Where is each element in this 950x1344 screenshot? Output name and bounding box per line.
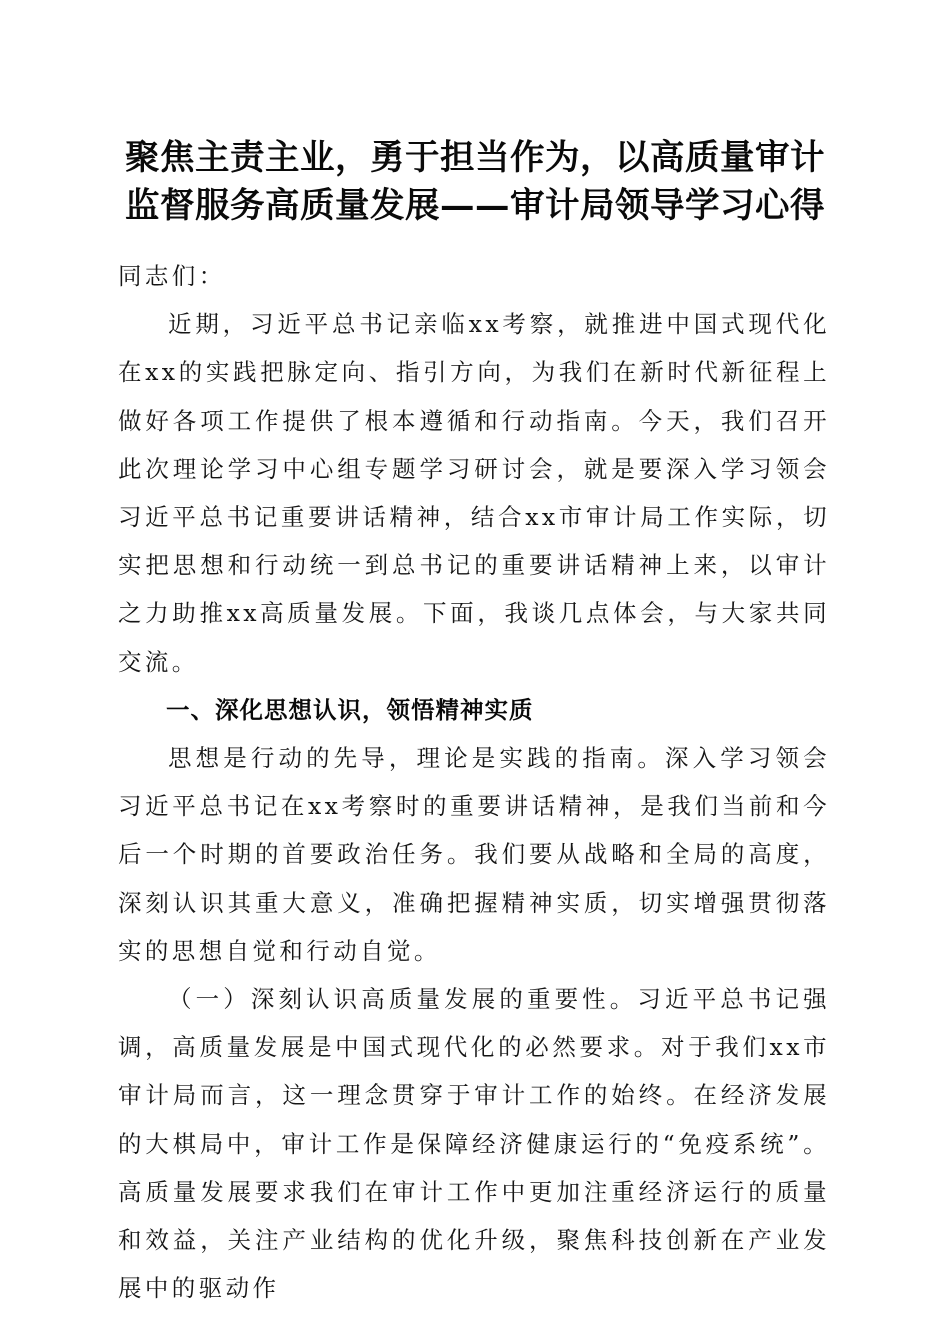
paragraph-subsection1 [118,975,830,1312]
subsection-text-1: 习近平总书记强调，高质量发展是中国式现代化的必然要求。对于我们xx市审计局而言，这一理念贯穿于审计工作的始终。在经济发展的大棋局中，审计工作是保障经济健康运行的“免疫系统”。高质量发展要求我们在审计工作中更加注重经济运行的质量和效益，关注产业结构的优化升级，聚焦科技创新在产业发展中的驱动作 [118,985,830,1303]
document-body [118,252,830,1312]
salutation: 同志们： [118,262,226,290]
document-title [110,134,840,230]
subsection-heading-1: （一）深刻认识高质量发展的重要性。 [168,985,638,1014]
title-line-1: 聚焦主责主业，勇于担当作为，以高质量审计 [125,138,825,178]
title-line-2: 监督服务高质量发展——审计局领导学习心得 [125,186,825,226]
section-heading-1: 一、深化思想认识，领悟精神实质 [166,695,534,724]
paragraph-intro: 近期，习近平总书记亲临xx考察，就推进中国式现代化在xx的实践把脉定向、指引方向，为我们在新时代新征程上做好各项工作提供了根本遵循和行动指南。今天，我们召开此次理论学习中心组专题学习研讨会，就是要深入学习领会习近平总书记重要讲话精神，结合xx市审计局工作实际，切实把思想和行动统一到总书记的重要讲话精神上来，以审计之力助推xx高质量发展。下面，我谈几点体会，与大家共同交流。 [118,310,830,676]
paragraph-section1: 思想是行动的先导，理论是实践的指南。深入学习领会习近平总书记在xx考察时的重要讲话精神，是我们当前和今后一个时期的首要政治任务。我们要从战略和全局的高度，深刻认识其重大意义，准确把握精神实质，切实增强贯彻落实的思想自觉和行动自觉。 [118,744,830,965]
